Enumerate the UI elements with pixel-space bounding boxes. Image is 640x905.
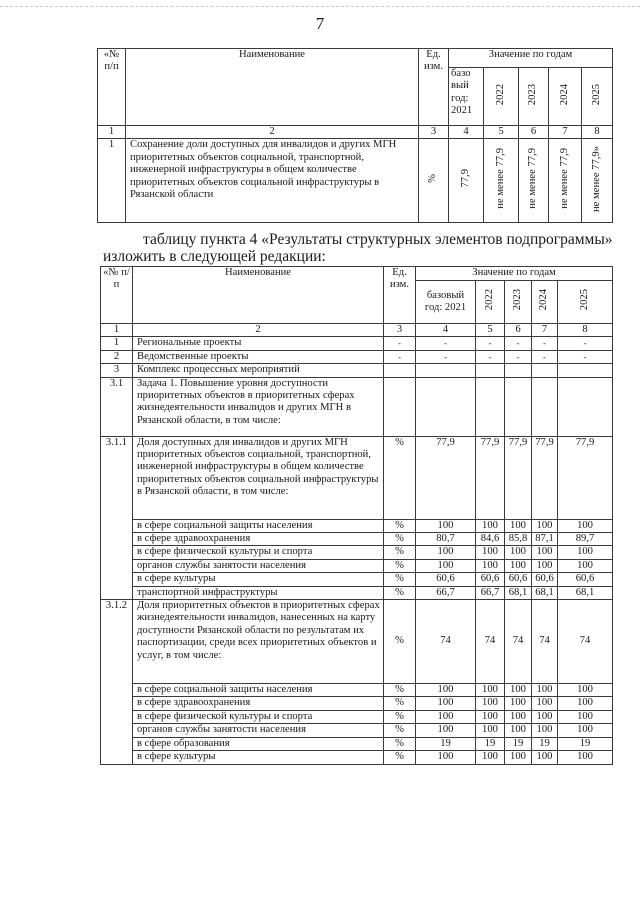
row-unit: % [384,600,416,684]
row-value: 77,9 [476,436,505,519]
row-value: 100 [558,559,613,572]
col-number: 1 [101,324,133,337]
table-row [101,710,613,723]
row-base: - [416,350,476,363]
row-unit: % [384,546,416,559]
row-name: в сфере образования [133,737,384,750]
row-unit: - [384,350,416,363]
row-num: 3.1.1 [101,436,133,599]
row-unit: % [384,519,416,532]
column-number-row [101,324,613,337]
row-base: 60,6 [416,573,476,586]
row-value: - [476,350,505,363]
row-name: транспортной инфраструктуры [133,586,384,599]
table-row [101,751,613,764]
row-value: 100 [505,751,532,764]
row-unit: % [384,724,416,737]
table-row [101,533,613,546]
row-value: 100 [476,751,505,764]
row-value: 68,1 [558,586,613,599]
row-value [505,377,532,436]
row-base: 100 [416,519,476,532]
row-value: 100 [532,546,558,559]
row-value: не менее 77,9 [558,148,570,210]
header-year: 2024 [558,83,570,105]
row-name: Доля доступных для инвалидов и других МГН приоритетных объектов социальной, транспортной, инженерной инфраструктуры в общем количестве приоритетных объектов социальной инфраструктуры в Рязанской области, в том числе: [133,436,384,519]
row-base: 66,7 [416,586,476,599]
row-base [416,364,476,377]
col-number: 4 [449,126,484,139]
header-year: 2024 [538,289,550,311]
row-value: 100 [532,697,558,710]
table-row [101,350,613,363]
row-name: в сфере социальной защиты населения [133,519,384,532]
header-num: «№ п/п [98,49,126,126]
column-number-row [98,126,613,139]
row-num: 3.1.2 [101,600,133,764]
header-year: 2023 [527,83,539,105]
header-values-by-year: Значение по годам [416,267,613,281]
results-table [100,266,613,765]
table-row [101,559,613,572]
col-number: 4 [416,324,476,337]
row-value: - [558,350,613,363]
row-value [476,377,505,436]
row-name: органов службы занятости населения [133,559,384,572]
header-num: «№ п/п [101,267,133,324]
col-number: 3 [419,126,449,139]
table-row [101,737,613,750]
row-name: в сфере здравоохранения [133,697,384,710]
row-name: Региональные проекты [133,337,384,350]
indicator-table [97,48,613,223]
col-number: 6 [505,324,532,337]
table-row [101,436,613,519]
table-row [101,600,613,684]
row-name: Задача 1. Повышение уровня доступности приоритетных объектов в приоритетных сферах жизнедеятельности инвалидов и других МГН в Рязанской области, в том числе: [133,377,384,436]
paragraph-line-1: таблицу пункта 4 «Результаты структурных элементов подпрограммы» [143,231,613,248]
row-num: 1 [101,337,133,350]
row-value: 74 [532,600,558,684]
row-value: 100 [505,710,532,723]
row-unit: % [384,559,416,572]
col-number: 5 [484,126,519,139]
col-number: 7 [532,324,558,337]
row-value: 100 [532,751,558,764]
row-value: - [505,337,532,350]
row-value: 89,7 [558,533,613,546]
row-value: 100 [505,724,532,737]
col-number: 2 [133,324,384,337]
row-value: не менее 77,9 [494,148,506,210]
row-unit: % [384,684,416,697]
col-number: 1 [98,126,126,139]
row-value: 100 [558,724,613,737]
row-name: в сфере физической культуры и спорта [133,710,384,723]
row-value: 100 [505,559,532,572]
col-number: 7 [549,126,582,139]
scan-artifact-line [0,6,640,7]
row-value: 100 [505,519,532,532]
row-base: 100 [416,710,476,723]
row-value: 100 [476,697,505,710]
header-year: 2022 [494,83,506,105]
header-name: Наименование [133,267,384,324]
row-value: 100 [558,697,613,710]
row-unit [384,377,416,436]
row-value: - [476,337,505,350]
row-value: 100 [558,519,613,532]
table-row [98,139,613,223]
row-num: 2 [101,350,133,363]
row-value: 77,9 [505,436,532,519]
col-number: 8 [582,126,613,139]
table-row [101,337,613,350]
row-base: 100 [416,697,476,710]
header-name: Наименование [126,49,419,126]
row-name: в сфере социальной защиты населения [133,684,384,697]
row-unit: % [384,751,416,764]
row-value: 19 [558,737,613,750]
col-number: 6 [519,126,549,139]
row-value: 100 [532,724,558,737]
header-base-year: базо вый год: 2021 [449,68,484,126]
row-value: не менее 77,9 [527,148,539,210]
row-value: 60,6 [476,573,505,586]
row-value: 60,6 [558,573,613,586]
row-unit: % [384,710,416,723]
row-base: 100 [416,546,476,559]
row-name: Ведомственные проекты [133,350,384,363]
header-year: 2025 [578,289,590,311]
row-value: 19 [505,737,532,750]
row-base: - [416,337,476,350]
header-values-by-year: Значение по годам [449,49,613,68]
row-unit: % [384,533,416,546]
row-base: 100 [416,559,476,572]
row-value: 100 [558,710,613,723]
row-name: органов службы занятости населения [133,724,384,737]
row-unit: % [384,697,416,710]
table-row [101,724,613,737]
row-base: 100 [416,751,476,764]
row-value: - [505,350,532,363]
table-row [101,519,613,532]
row-value: 77,9 [532,436,558,519]
row-value: 100 [532,710,558,723]
row-name: Сохранение доли доступных для инвалидов и других МГН приоритетных объектов социальной, транспортной, инженерной инфраструктуры в общем количестве приоритетных объектов социальной инфраструктуры в Рязанской области [126,139,419,223]
row-value: 84,6 [476,533,505,546]
row-value: 100 [558,751,613,764]
row-value: 66,7 [476,586,505,599]
header-unit: Ед. изм. [384,267,416,324]
row-value: 74 [505,600,532,684]
table-row [101,546,613,559]
row-unit: % [384,436,416,519]
row-value [558,364,613,377]
row-unit [384,364,416,377]
row-name: Доля приоритетных объектов в приоритетных сферах жизнедеятельности инвалидов, нанесенных на карту доступности Рязанской области по результатам их паспортизации, среди всех приоритетных объектов и услуг, в том числе: [133,600,384,684]
table-row [101,697,613,710]
col-number: 8 [558,324,613,337]
row-value: - [532,350,558,363]
row-base: 77,9 [416,436,476,519]
header-base-year: базовый год: 2021 [416,281,476,324]
row-value: 100 [476,710,505,723]
row-name: в сфере культуры [133,751,384,764]
page-number: 7 [315,14,325,33]
table-row [101,586,613,599]
header-year: 2022 [483,289,495,311]
row-value [532,364,558,377]
row-value: 100 [476,519,505,532]
row-value: 100 [505,546,532,559]
row-value: 100 [532,684,558,697]
row-unit: % [427,174,439,184]
row-name: в сфере здравоохранения [133,533,384,546]
row-value: 100 [505,684,532,697]
row-base: 100 [416,684,476,697]
row-value: 100 [476,546,505,559]
row-value: 100 [476,684,505,697]
row-base [416,377,476,436]
row-value: 68,1 [532,586,558,599]
row-name: в сфере физической культуры и спорта [133,546,384,559]
instruction-paragraph [103,231,613,265]
row-unit: % [384,737,416,750]
table-row [101,684,613,697]
row-value [476,364,505,377]
col-number: 2 [126,126,419,139]
row-num: 1 [98,139,126,223]
table-row [101,377,613,436]
row-num: 3 [101,364,133,377]
row-value: 100 [476,559,505,572]
row-value: 19 [532,737,558,750]
row-value: 60,6 [505,573,532,586]
header-year: 2025 [590,83,602,105]
row-base: 77,9 [459,169,471,188]
col-number: 5 [476,324,505,337]
row-base: 74 [416,600,476,684]
row-base: 80,7 [416,533,476,546]
row-unit: % [384,586,416,599]
row-value: 100 [558,684,613,697]
row-num: 3.1 [101,377,133,436]
header-year: 2023 [511,289,523,311]
row-value: 100 [505,697,532,710]
row-base: 19 [416,737,476,750]
row-value [558,377,613,436]
row-base: 100 [416,724,476,737]
row-value: 60,6 [532,573,558,586]
row-value: - [532,337,558,350]
row-value: 87,1 [532,533,558,546]
table-row [101,573,613,586]
row-name: в сфере культуры [133,573,384,586]
row-value: 77,9 [558,436,613,519]
row-value: - [558,337,613,350]
paragraph-line-2: изложить в следующей редакции: [103,248,326,265]
row-value: 68,1 [505,586,532,599]
row-unit: - [384,337,416,350]
row-value: 100 [558,546,613,559]
header-unit: Ед. изм. [419,49,449,126]
col-number: 3 [384,324,416,337]
row-value: 100 [476,724,505,737]
row-unit: % [384,573,416,586]
row-value: 85,8 [505,533,532,546]
row-value: 19 [476,737,505,750]
row-value: не менее 77,9» [590,145,602,212]
row-value [505,364,532,377]
row-value: 100 [532,559,558,572]
table-row [101,364,613,377]
row-value [532,377,558,436]
row-value: 74 [558,600,613,684]
row-value: 74 [476,600,505,684]
row-name: Комплекс процессных мероприятий [133,364,384,377]
row-value: 100 [532,519,558,532]
